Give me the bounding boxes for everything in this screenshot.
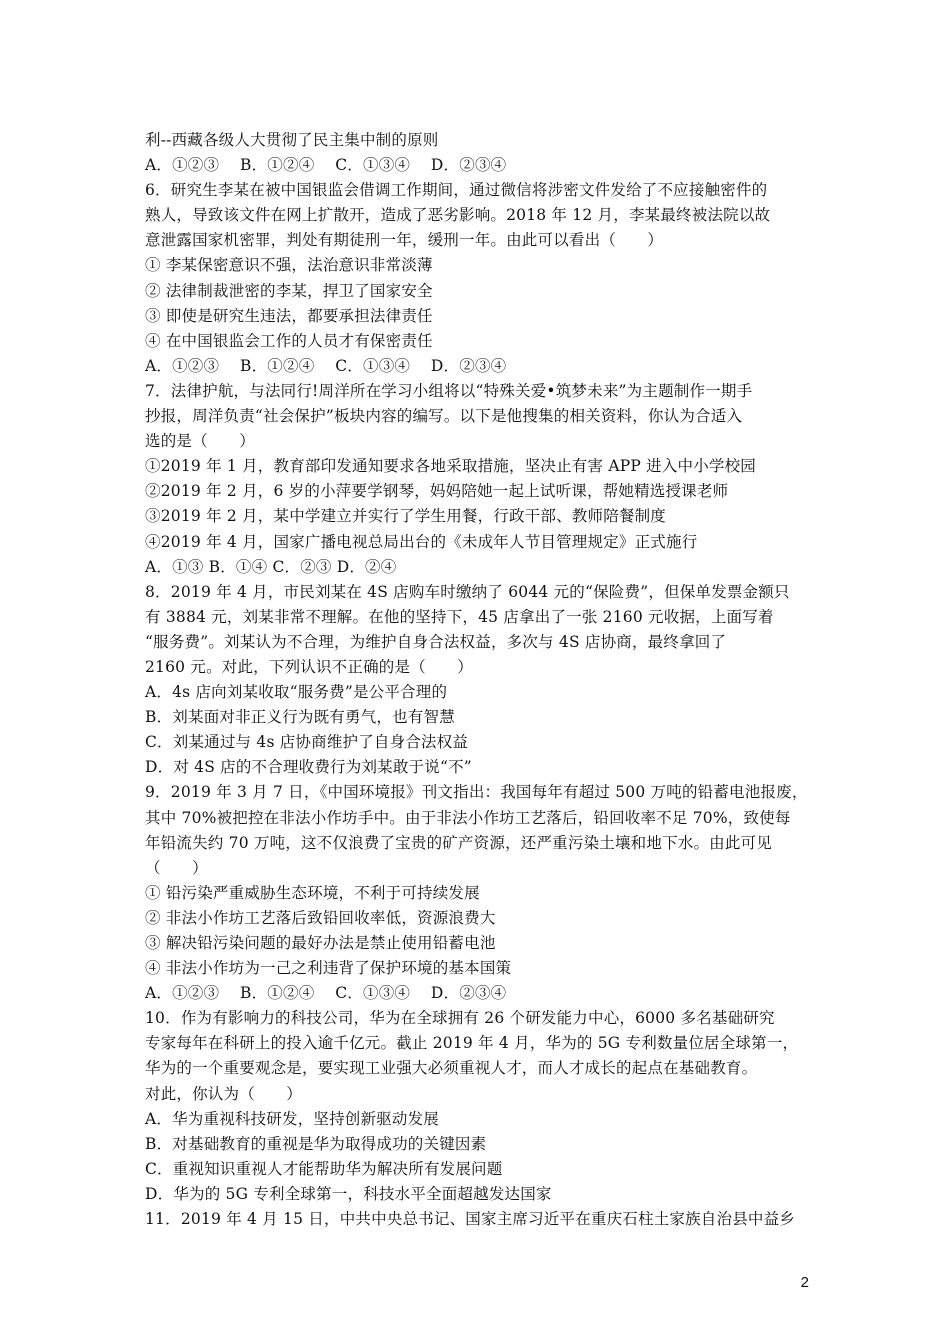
text-line: 年铅流失约 70 万吨，这不仅浪费了宝贵的矿产资源，还严重污染土壤和地下水。由此可见 [145,833,772,852]
answer-option-d: D．华为的 5G 专利全球第一，科技水平全面超越发达国家 [145,1184,552,1203]
answer-options-line: A．①③ B．①④ C．②③ D．②④ [145,557,397,576]
page-number: 2 [800,1274,809,1291]
statement-line: ① 李某保密意识不强，法治意识非常淡薄 [145,256,433,275]
answer-options-line: A．①②③ B．①②④ C．①③④ D．②③④ [145,984,507,1003]
text-line: （ ） [145,858,208,877]
statement-line: ④2019 年 4 月，国家广播电视总局出台的《未成年人节目管理规定》正式施行 [145,532,698,551]
answer-options-line: A．①②③ B．①②④ C．①③④ D．②③④ [145,156,507,175]
statement-line: ①2019 年 1 月，教育部印发通知要求各地采取措施，坚决止有害 APP 进入中小学校园 [145,457,756,476]
statement-line: ③ 即使是研究生违法，都要承担法律责任 [145,306,433,325]
answer-option-d: D．对 4S 店的不合理收费行为刘某敢于说“不” [145,758,472,777]
question-9-stem: 9．2019 年 3 月 7 日，《中国环境报》刊文指出：我国每年有超过 500 万吨的铅蓄电池报废， [145,783,808,802]
question-10-stem: 10．作为有影响力的科技公司，华为在全球拥有 26 个研发能力中心，6000 多名基础研究 [145,1009,775,1028]
statement-line: ② 法律制裁泄密的李某，捍卫了国家安全 [145,281,433,300]
text-line: 选的是（ ） [145,432,255,451]
answer-option-b: B．对基础教育的重视是华为取得成功的关键因素 [145,1134,487,1153]
text-line: 有 3884 元，刘某非常不理解。在他的坚持下，45 店拿出了一张 2160 元收据，上面写着 [145,607,774,626]
answer-option-c: C．刘某通过与 4s 店协商维护了自身合法权益 [145,733,469,752]
text-line: 熟人，导致该文件在网上扩散开，造成了恶劣影响。2018 年 12 月，李某最终被法院以故 [145,206,771,225]
text-line: 意泄露国家机密罪，判处有期徒刑一年，缓刑一年。由此可以看出（ ） [145,231,664,250]
question-text-block [145,128,820,1232]
text-line: 华为的一个重要观念是，要实现工业强大必须重视人才，而人才成长的起点在基础教育。 [145,1059,758,1078]
statement-line: ②2019 年 2 月，6 岁的小萍要学钢琴，妈妈陪她一起上试听课，帮她精选授课老师 [145,482,729,501]
answer-option-b: B．刘某面对非正义行为既有勇气，也有智慧 [145,708,455,727]
answer-option-a: A．4s 店向刘某收取“服务费”是公平合理的 [145,683,448,702]
question-7-stem: 7．法律护航，与法同行!周洋所在学习小组将以“特殊关爱•筑梦未来”为主题制作一期手 [145,381,753,400]
question-11-stem: 11．2019 年 4 月 15 日，中共中央总书记、国家主席习近平在重庆石柱土家族自治县中益乡 [145,1210,795,1229]
statement-line: ④ 非法小作坊为一己之利违背了保护环境的基本国策 [145,959,512,978]
text-line: 对此，你认为（ ） [145,1084,303,1103]
statement-line: ③ 解决铅污染问题的最好办法是禁止使用铅蓄电池 [145,934,496,952]
statement-line: ② 非法小作坊工艺落后致铅回收率低，资源浪费大 [145,908,496,927]
text-line: 利--西藏各级人大贯彻了民主集中制的原则 [145,131,439,149]
text-line: 其中 70%被把控在非法小作坊手中。由于非法小作坊工艺落后，铅回收率不足 70%，致使每 [145,808,791,827]
answer-option-a: A．华为重视科技研发，坚持创新驱动发展 [145,1109,439,1128]
text-line: 抄报，周洋负责“社会保护”板块内容的编写。以下是他搜集的相关资料，你认为合适入 [145,407,743,426]
statement-line: ① 铅污染严重威胁生态环境，不利于可持续发展 [145,883,480,902]
question-6-stem: 6．研究生李某在被中国银监会借调工作期间，通过微信将涉密文件发给了不应接触密件的 [145,181,768,200]
statement-line: ④ 在中国银监会工作的人员才有保密责任 [145,331,433,350]
answer-options-line: A．①②③ B．①②④ C．①③④ D．②③④ [145,356,507,375]
text-line: “服务费”。刘某认为不合理，为维护自身合法权益，多次与 4S 店协商，最终拿回了 [145,632,727,651]
answer-option-c: C．重视知识重视人才能帮助华为解决所有发展问题 [145,1159,503,1178]
question-8-stem: 8．2019 年 4 月，市民刘某在 4S 店购车时缴纳了 6044 元的“保险费”，但保单发票金额只 [145,582,790,601]
text-line: 专家每年在科研上的投入逾千亿元。截止 2019 年 4 月，华为的 5G 专利数量位居全球第一， [145,1034,799,1053]
statement-line: ③2019 年 2 月，某中学建立并实行了学生用餐，行政干部、教师陪餐制度 [145,507,666,526]
text-line: 2160 元。对此，下列认识不正确的是（ ） [145,657,473,676]
